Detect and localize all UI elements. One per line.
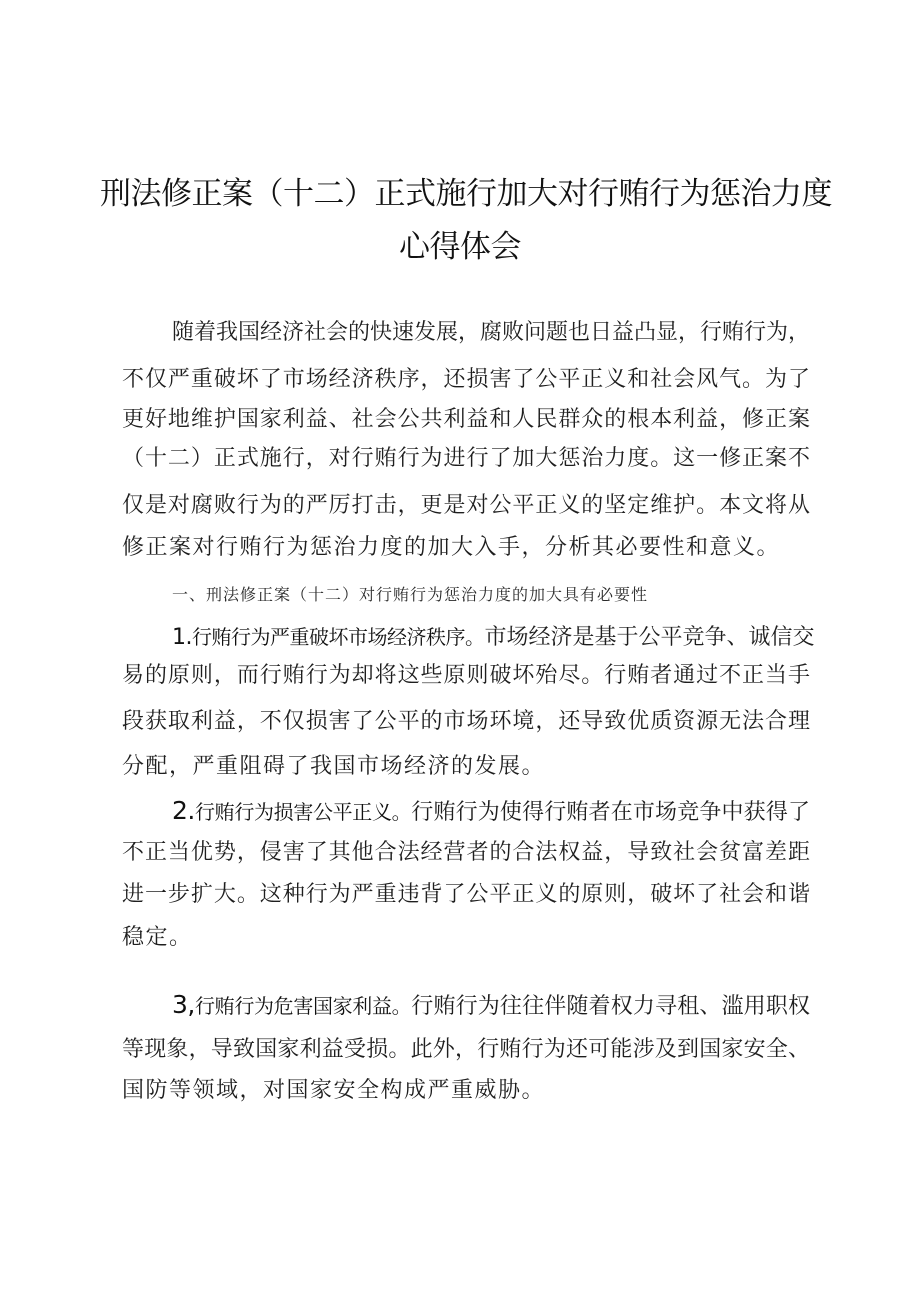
point-2-lead: 2.行贿行为损害公平正义。 — [172, 796, 412, 825]
point-2-text: 行贿行为使得行贿者在市场竞争中获得了 — [411, 800, 810, 825]
point-3-first-line — [172, 990, 810, 1022]
point-2-first-line — [172, 796, 810, 828]
intro-line: 修正案对行贿行为惩治力度的加大入手，分析其必要性和意义。 — [122, 535, 781, 560]
intro-line: 随着我国经济社会的快速发展，腐败问题也日益凸显，行贿行为， — [172, 320, 811, 345]
point-1-line: 段获取利益，不仅损害了公平的市场环境，还导致优质资源无法合理 — [122, 709, 810, 734]
point-1-line: 分配，严重阻碍了我国市场经济的发展。 — [122, 754, 546, 779]
intro-line: 仅是对腐败行为的严厉打击，更是对公平正义的坚定维护。本文将从 — [122, 493, 810, 518]
point-1-first-line — [172, 622, 815, 653]
document-title-line-2: 心得体会 — [399, 229, 521, 265]
point-1-text: 市场经济是基于公平竞争、诚信交 — [484, 625, 815, 650]
point-3-lead: 3,行贿行为危害国家利益。 — [172, 990, 412, 1019]
section-heading: 一、刑法修正案（十二）对行贿行为惩治力度的加大具有必要性 — [172, 585, 649, 604]
point-2-line: 进一步扩大。这种行为严重违背了公平正义的原则，破坏了社会和谐 — [122, 882, 810, 907]
point-3-line: 国防等领域，对国家安全构成严重威胁。 — [122, 1078, 546, 1103]
point-3-text: 行贿行为往往伴随着权力寻租、滥用职权 — [411, 994, 810, 1019]
intro-line: 不仅严重破坏了市场经济秩序，还损害了公平正义和社会风气。为了 — [122, 367, 810, 392]
document-title-line-1: 刑法修正案（十二）正式施行加大对行贿行为惩治力度 — [100, 176, 832, 212]
intro-line: （十二）正式施行，对行贿行为进行了加大惩治力度。这一修正案不 — [122, 446, 810, 471]
point-2-line: 不正当优势，侵害了其他合法经营者的合法权益，导致社会贫富差距 — [122, 840, 810, 865]
point-1-line: 易的原则，而行贿行为却将这些原则破坏殆尽。行贿者通过不正当手 — [122, 663, 810, 688]
intro-line: 更好地维护国家利益、社会公共利益和人民群众的根本利益，修正案 — [122, 407, 810, 432]
point-3-line: 等现象，导致国家利益受损。此外，行贿行为还可能涉及到国家安全、 — [122, 1037, 810, 1062]
point-1-lead: 1.行贿行为严重破坏市场经济秩序。 — [172, 625, 485, 650]
point-2-line: 稳定。 — [122, 925, 193, 950]
